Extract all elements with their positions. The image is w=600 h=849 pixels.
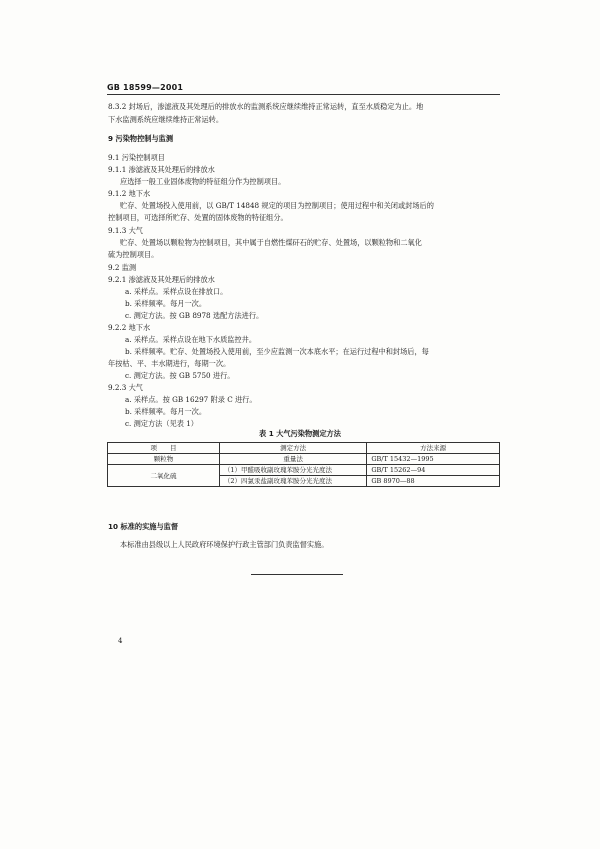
table-row (108, 454, 500, 465)
text-line: 年按枯、平、丰水期进行，每期一次。 (108, 359, 231, 368)
text-line: 硫为控制项目。 (108, 250, 159, 259)
text-line: 9.1 污染控制项目 (108, 153, 165, 162)
page-number: 4 (118, 637, 123, 645)
table-cell-method: （2）四氯汞盐副玫瑰苯胺分光光度法 (219, 476, 366, 487)
text-line: b. 采样频率。每月一次。 (125, 407, 207, 416)
text-line: 下水监测系统应继续维持正常运转。 (108, 115, 224, 124)
text-line: 应选择一般工业固体废物的特征组分作为控制项目。 (120, 177, 286, 186)
standard-code-header: GB 18599—2001 (107, 83, 184, 92)
pollutant-method-table (107, 442, 500, 487)
table-cell-method: 重量法 (219, 454, 366, 465)
text-line: 8.3.2 封场后，渗滤液及其处理后的排放水的监测系统应继续维持正常运转，直至水质稳定为止。地 (108, 102, 424, 111)
text-line: c. 测定方法（见表 1） (125, 419, 198, 428)
text-line: 9.1.3 大气 (108, 226, 143, 235)
table-cell-source: GB 8970—88 (367, 476, 500, 487)
text-line: 9.2.2 地下水 (108, 323, 151, 332)
text-line: a. 采样点。按 GB 16297 附录 C 进行。 (125, 395, 257, 404)
text-line: 贮存、处置场投入使用前，以 GB/T 14848 规定的项目为控制项目；使用过程中和关闭或封场后的 (120, 201, 434, 210)
text-line: 贮存、处置场以颗粒物为控制项目，其中属于自燃性煤矸石的贮存、处置场，以颗粒物和二氧化 (120, 238, 422, 247)
table-cell-source: GB/T 15432—1995 (367, 454, 500, 465)
text-line: b. 采样频率。每月一次。 (125, 299, 207, 308)
end-rule (251, 574, 343, 575)
text-line: a. 采样点。采样点设在地下水质监控井。 (125, 335, 257, 344)
table-header-item: 项 目 (108, 443, 220, 454)
text-line: 10 标准的实施与监督 (108, 522, 179, 531)
text-line: b. 采样频率。贮存、处置场投入使用前，至少应监测一次本底水平；在运行过程中和封场后，每 (125, 347, 429, 356)
table-header-source: 方法来源 (367, 443, 500, 454)
table-cell-item: 二氧化硫 (108, 465, 220, 487)
header-rule (107, 94, 500, 95)
table-cell-item: 颗粒物 (108, 454, 220, 465)
text-line: 9.1.1 渗滤液及其处理后的排放水 (108, 165, 215, 174)
table-header-method: 测定方法 (219, 443, 366, 454)
table-caption: 表 1 大气污染物测定方法 (259, 429, 341, 438)
text-line: 9 污染物控制与监测 (108, 134, 174, 143)
text-line: 本标准由县级以上人民政府环境保护行政主管部门负责监督实施。 (120, 540, 329, 549)
text-line: 控制项目，可选择所贮存、处置的固体废物的特征组分。 (108, 213, 288, 222)
text-line: 9.1.2 地下水 (108, 189, 151, 198)
text-line: a. 采样点。采样点设在排放口。 (125, 287, 228, 296)
table-cell-source: GB/T 15262—94 (367, 465, 500, 476)
table-row (108, 465, 500, 476)
text-line: 9.2.1 渗滤液及其处理后的排放水 (108, 275, 215, 284)
table-cell-method: （1）甲醛吸收副玫瑰苯胺分光光度法 (219, 465, 366, 476)
text-line: c. 测定方法。按 GB 5750 进行。 (125, 371, 235, 380)
text-line: 9.2 监测 (108, 263, 137, 272)
text-line: c. 测定方法。按 GB 8978 选配方法进行。 (125, 311, 264, 320)
text-line: 9.2.3 大气 (108, 383, 143, 392)
